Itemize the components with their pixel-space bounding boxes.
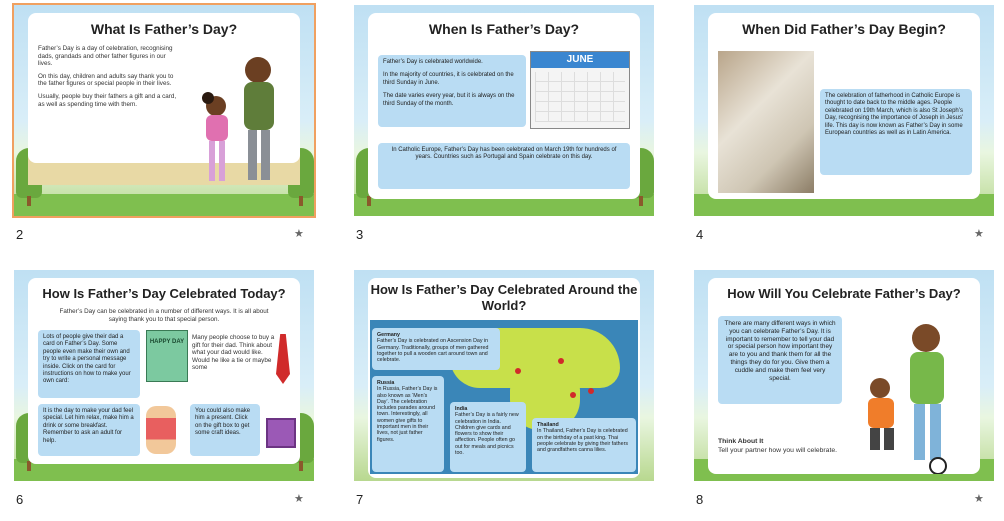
slide-4-preview bbox=[694, 5, 994, 216]
card-image[interactable]: HAPPY DAY bbox=[146, 330, 188, 382]
slide-number: 7 bbox=[356, 492, 364, 507]
slide-body: Father’s Day is a day of celebration, recognising dads, grandads and other father figures in our lives. On this day, children and adults say thank you to the father figures or special people in their lives. Usually, people buy their fathers a gift and a card, as well as spending time with them. bbox=[38, 45, 177, 108]
present-info-box: You could also make him a present. Click on the gift box to get some craft ideas. bbox=[190, 404, 260, 456]
star-icon[interactable]: ★ bbox=[974, 493, 984, 505]
slide-number: 3 bbox=[356, 227, 364, 242]
slide-title: When Did Father’s Day Begin? bbox=[742, 21, 946, 37]
info-box: There are many different ways in which you can celebrate Father’s Day. It is important to remember to tell your dad or special person how important they are to you and thank them for all the things they do for you. Give them a cuddle and make them feel very special. bbox=[718, 316, 842, 404]
star-icon[interactable]: ★ bbox=[294, 493, 304, 505]
region-box-russia: Russia In Russia, Father’s Day is also known as ‘Men’s Day’. The celebration includes parades around town. Interestingly, all women give gifts to important men in their lives, not just father figures. bbox=[372, 376, 444, 472]
girl-illustration bbox=[146, 406, 176, 454]
slide-number: 4 bbox=[696, 227, 704, 242]
slide-8-preview bbox=[694, 270, 994, 481]
info-box: The celebration of fatherhood in Catholic Europe is thought to date back to the middle ages. People celebrated on 19th March, which is also St Joseph’s Day, recognising the importance of Joseph in Jesus’ life. This day is now known as Father’s Day in some European countries as well as in Latin America. bbox=[820, 89, 972, 175]
gift-text: Many people choose to buy a gift for their dad. Think about what your dad would like. Would he like a tie or maybe some bbox=[192, 334, 275, 372]
region-box-thailand: Thailand In Thailand, Father’s Day is celebrated on the birthday of a past king. Thai people celebrate by giving their fathers and grandfathers canna lilies. bbox=[532, 418, 636, 472]
slide-2-preview bbox=[14, 5, 314, 216]
relax-info-box: It is the day to make your dad feel special. Let him relax, make him a drink or some breakfast. Remember to ask an adult for help. bbox=[38, 404, 140, 456]
tie-icon bbox=[276, 334, 290, 384]
calendar-icon: JUNE bbox=[530, 51, 630, 129]
region-box-germany: Germany Father’s Day is celebrated on Ascension Day in Germany. Traditionally, groups of men gathered together to pull a wooden cart around town and celebrate. bbox=[372, 328, 500, 370]
statue-photo bbox=[718, 51, 814, 193]
father-daughter-illustration bbox=[178, 48, 293, 203]
card-info-box: Lots of people give their dad a card on Father’s Day. Some people even make their own and try to write a personal message inside. Click on the card for instructions on how to make your own card: bbox=[38, 330, 140, 398]
slide-title: When Is Father’s Day? bbox=[428, 21, 580, 37]
slide-6-preview bbox=[14, 270, 314, 481]
info-box-2: In Catholic Europe, Father’s Day has been celebrated on March 19th for hundreds of years. Countries such as Portugal and Spain celebrate on this day. bbox=[378, 143, 630, 189]
slide-title: How Is Father’s Day Celebrated Today? bbox=[42, 286, 286, 301]
think-about-it: Think About It Tell your partner how you will celebrate. bbox=[718, 438, 838, 454]
slide-number: 2 bbox=[16, 227, 24, 242]
slide-3-preview bbox=[354, 5, 654, 216]
star-icon[interactable]: ★ bbox=[974, 228, 984, 240]
star-icon[interactable]: ★ bbox=[294, 228, 304, 240]
slide-number: 8 bbox=[696, 492, 704, 507]
gift-box-icon[interactable] bbox=[266, 418, 296, 448]
slide-number: 6 bbox=[16, 492, 24, 507]
slide-title: How Is Father’s Day Celebrated Around the World? bbox=[370, 282, 638, 313]
intro-text: Father’s Day can be celebrated in a number of different ways. It is all about saying thank you to that special person. bbox=[59, 308, 269, 323]
slide-7-preview bbox=[354, 270, 654, 481]
region-box-india: India Father’s Day is a fairly new celebration in India. Children give cards and flowers to show their affection. People often go out for meals and picnics too. bbox=[450, 402, 526, 472]
slide-title: What Is Father’s Day? bbox=[90, 21, 238, 37]
info-box: Father’s Day is celebrated worldwide. In the majority of countries, it is celebrated on the third Sunday in June. The date varies every year, but it is always on the third Sunday of the month. bbox=[378, 55, 526, 127]
slide-title: How Will You Celebrate Father’s Day? bbox=[727, 286, 961, 301]
